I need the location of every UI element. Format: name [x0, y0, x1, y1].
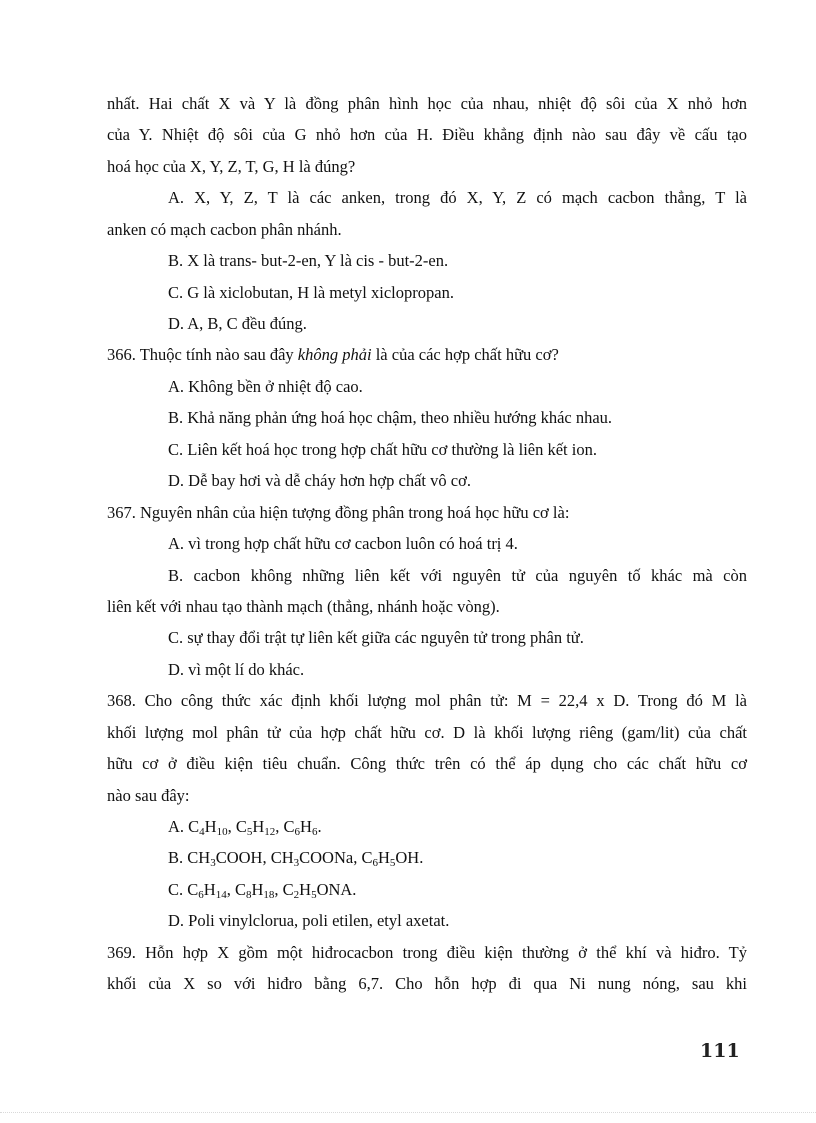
page-number: 111 — [700, 1040, 740, 1062]
intro-option-a-line-2: anken có mạch cacbon phân nhánh. — [107, 220, 342, 239]
question-367-option-d: D. vì một lí do khác. — [168, 660, 305, 679]
question-366-option-b: B. Khả năng phản ứng hoá học chậm, theo nhiều hướng khác nhau. — [168, 408, 613, 427]
question-369-line-2: khối của X so với hiđro bằng 6,7. Cho hỗn hợp đi qua Ni nung nóng, sau khi — [107, 974, 747, 993]
question-367-option-b-line-1: B. cacbon không những liên kết với nguyên tử của nguyên tố khác mà còn — [168, 566, 747, 585]
question-368-option-a: A. $C_4H_{10}$, $C_5H_{12}$, $C_6H_6$. — [168, 817, 322, 838]
page-bottom-border — [0, 1112, 816, 1113]
question-367-option-b-line-2: liên kết với nhau tạo thành mạch (thẳng, nhánh hoặc vòng). — [107, 597, 500, 616]
question-367-option-c: C. sự thay đổi trật tự liên kết giữa các nguyên tử trong phân tử. — [168, 628, 584, 647]
question-369-line-1: 369. Hỗn hợp X gồm một hiđrocacbon trong điều kiện thường ở thể khí và hiđro. Tỷ — [107, 943, 747, 962]
question-368-option-c: C. $C_6H_{14}$, $C_8H_{18}$, $C_2H_5ONA$. — [168, 880, 357, 901]
question-366-option-d: D. Dễ bay hơi và dễ cháy hơn hợp chất vô cơ. — [168, 471, 471, 490]
intro-line-2: của Y. Nhiệt độ sôi của G nhỏ hơn của H. Điều khẳng định nào sau đây về cấu tạo — [107, 125, 747, 144]
question-368-option-d: D. Poli vinylclorua, poli etilen, etyl axetat. — [168, 911, 450, 930]
question-368-line-2: khối lượng mol phân tử của hợp chất hữu cơ. D là khối lượng riêng (gam/lit) của chất — [107, 723, 747, 742]
question-368-line-3: hữu cơ ở điều kiện tiêu chuẩn. Công thức trên có thể áp dụng cho các chất hữu cơ — [107, 754, 747, 773]
question-366-option-a: A. Không bền ở nhiệt độ cao. — [168, 377, 363, 396]
question-368-line-1: 368. Cho công thức xác định khối lượng mol phân tử: M = 22,4 x D. Trong đó M là — [107, 691, 747, 710]
question-366-option-c: C. Liên kết hoá học trong hợp chất hữu cơ thường là liên kết ion. — [168, 440, 597, 459]
intro-line-3: hoá học của X, Y, Z, T, G, H là đúng? — [107, 157, 356, 176]
intro-option-d: D. A, B, C đều đúng. — [168, 314, 307, 333]
intro-option-b: B. X là trans- but-2-en, Y là cis - but-2-en. — [168, 251, 449, 270]
question-367-option-a: A. vì trong hợp chất hữu cơ cacbon luôn có hoá trị 4. — [168, 534, 518, 553]
question-367-stem: 367. Nguyên nhân của hiện tượng đồng phân trong hoá học hữu cơ là: — [107, 503, 570, 522]
intro-option-a-line-1: A. X, Y, Z, T là các anken, trong đó X, Y, Z có mạch cacbon thẳng, T là — [168, 188, 747, 207]
question-366-emphasis: không phải — [297, 345, 372, 364]
question-368-option-b: B. $CH_3COOH$, $CH_3COONa$, $C_6H_5OH$. — [168, 848, 424, 869]
intro-option-c: C. G là xiclobutan, H là metyl xiclopropan. — [168, 283, 454, 302]
intro-line-1: nhất. Hai chất X và Y là đồng phân hình học của nhau, nhiệt độ sôi của X nhỏ hơn — [107, 94, 747, 113]
question-368-line-4: nào sau đây: — [107, 786, 190, 805]
question-366-stem: 366. Thuộc tính nào sau đây không phải là của các hợp chất hữu cơ? — [107, 345, 559, 364]
